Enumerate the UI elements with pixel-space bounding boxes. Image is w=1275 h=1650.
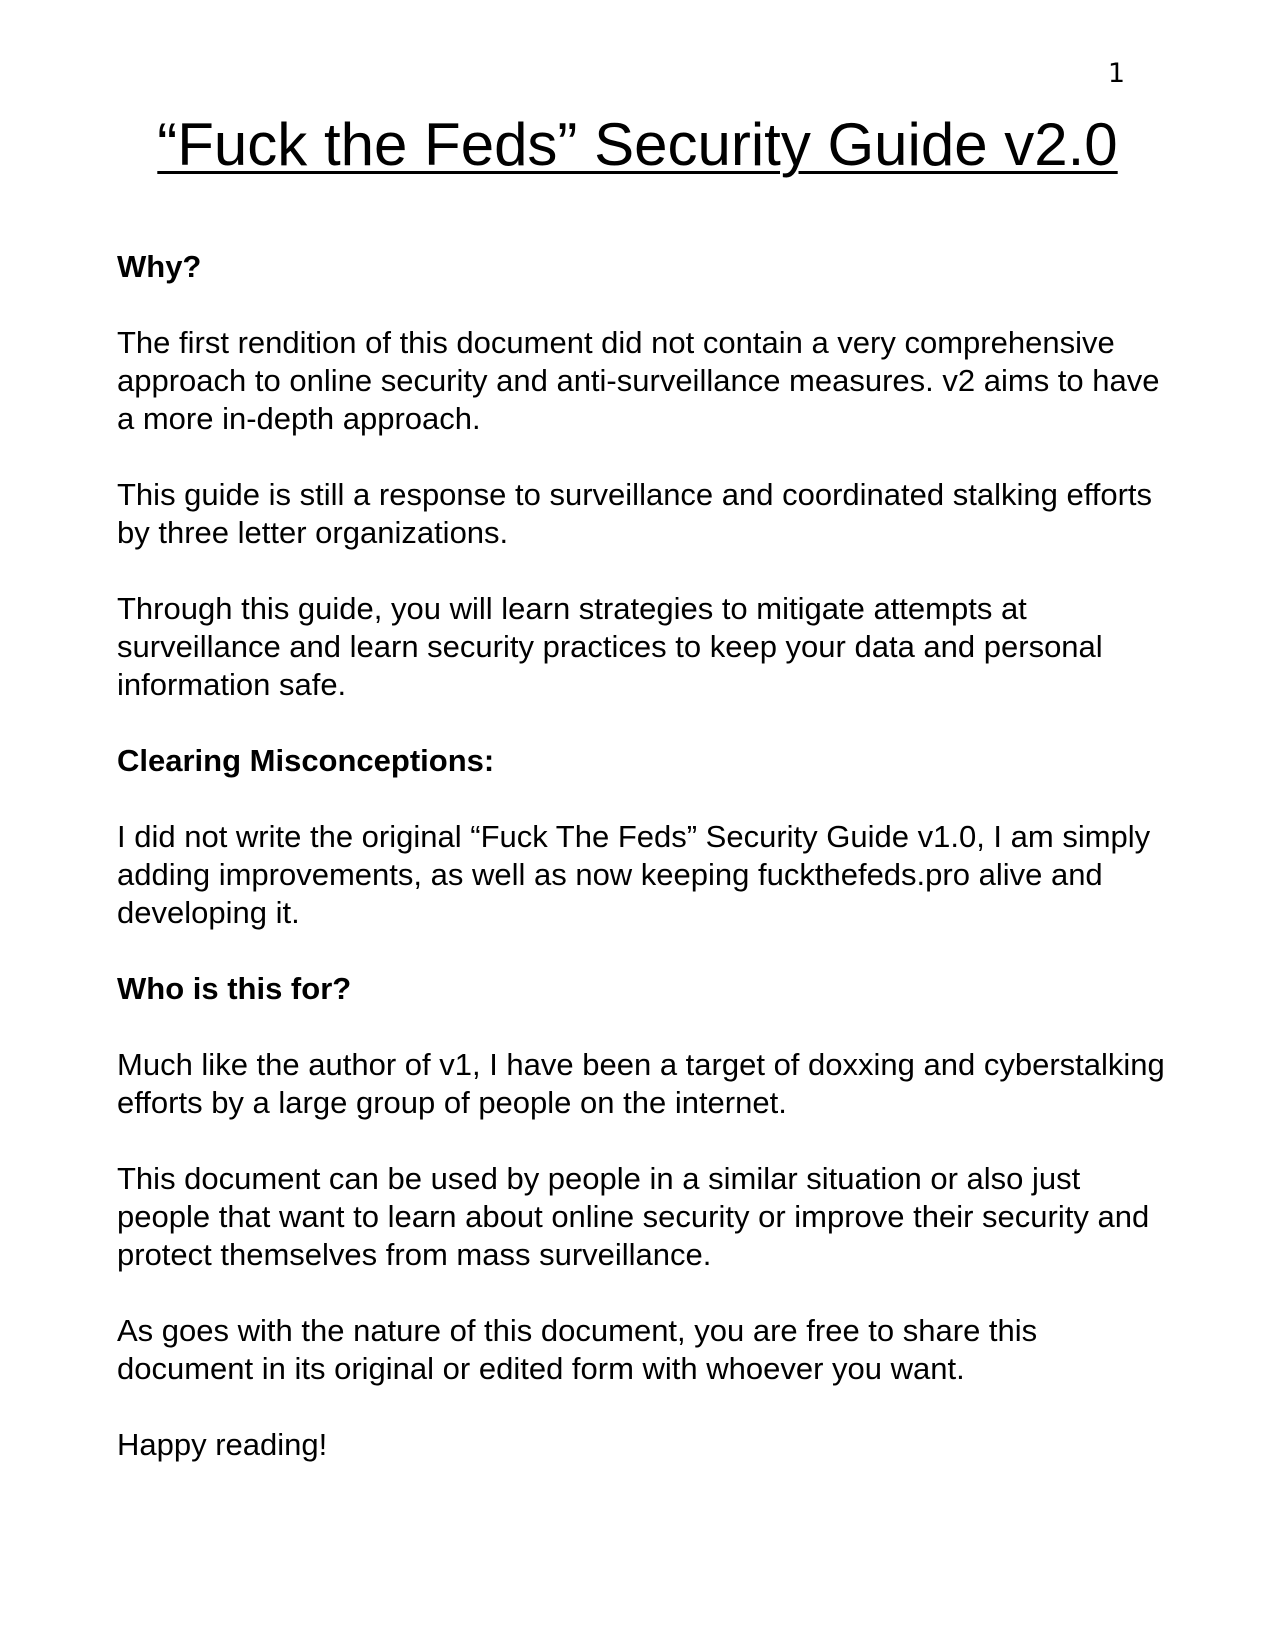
paragraph: As goes with the nature of this document, you are free to share this document in its original or edited form with whoever you want.	[117, 1313, 1038, 1386]
paragraph: This guide is still a response to surveillance and coordinated stalking efforts by three letter organizations.	[117, 477, 1153, 550]
document-body	[117, 248, 1177, 1502]
section-clearing-misconceptions	[117, 742, 1177, 932]
paragraph: This document can be used by people in a similar situation or also just people that want to learn about online security or improve their security and protect themselves from mass surveillance.	[117, 1161, 1150, 1272]
section-who-is-this-for	[117, 970, 1177, 1464]
section-why	[117, 248, 1177, 704]
paragraph: I did not write the original “Fuck The Feds” Security Guide v1.0, I am simply adding improvements, as well as now keeping fuckthefeds.pro alive and developing it.	[117, 819, 1151, 930]
page-number: 1	[1107, 58, 1125, 89]
paragraph: Through this guide, you will learn strategies to mitigate attempts at surveillance and learn security practices to keep your data and personal information safe.	[117, 591, 1103, 702]
section-heading: Clearing Misconceptions:	[117, 743, 495, 778]
paragraph: The first rendition of this document did not contain a very comprehensive approach to online security and anti-surveillance measures. v2 aims to have a more in-depth approach.	[117, 325, 1160, 436]
document-title: “Fuck the Feds” Security Guide v2.0	[157, 111, 1118, 178]
section-heading: Why?	[117, 249, 202, 284]
paragraph: Much like the author of v1, I have been a target of doxxing and cyberstalking efforts by a large group of people on the internet.	[117, 1047, 1165, 1120]
paragraph: Happy reading!	[117, 1427, 328, 1462]
section-heading: Who is this for?	[117, 971, 352, 1006]
